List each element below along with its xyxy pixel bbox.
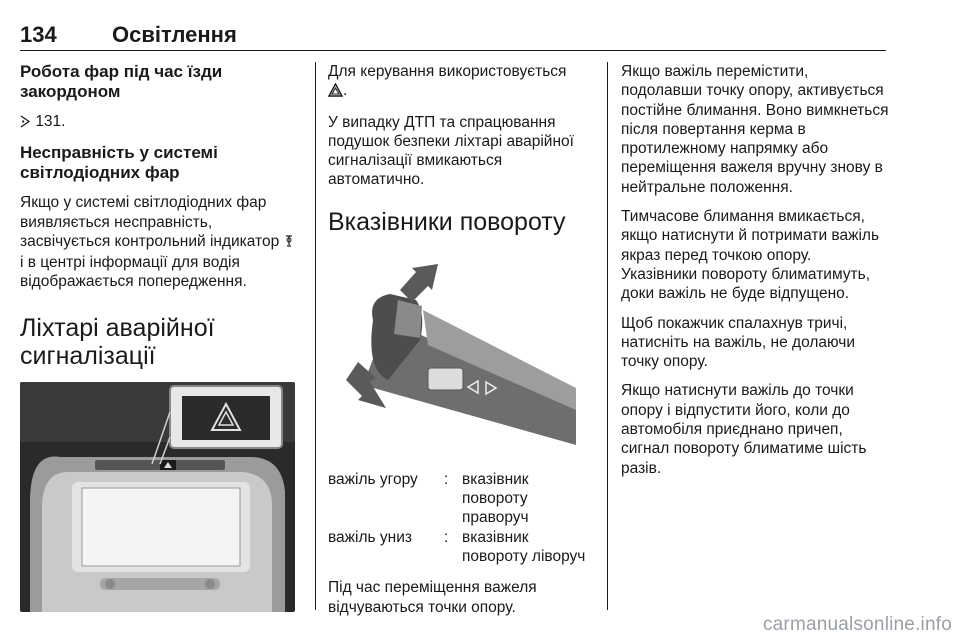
column-right — [621, 62, 889, 488]
paragraph-led-fault: Якщо у системі світлодіодних фар виявляється несправність, засвічується контрольний індикатор і в центрі інформації для водія відображається попередження. — [20, 193, 298, 291]
column-divider — [315, 62, 316, 610]
paragraph-trailer-flash: Якщо натиснути важіль до точки опору і відпустити його, коли до автомобіля приєднано причеп, сигнал повороту блиматиме шість разів. — [621, 382, 867, 477]
section-title: Освітлення — [112, 22, 237, 47]
paragraph-temporary-flash: Тимчасове блимання вмикається, якщо натиснути й потримати важіль якраз перед точкою опору. Указівники повороту блиматимуть, доки важіль не буде відпущено. — [621, 208, 880, 303]
column-divider — [607, 62, 608, 610]
column-left — [20, 62, 298, 612]
heading-driving-abroad: Робота фар під час їзди закордоном — [20, 62, 223, 101]
headlight-warning-icon — [284, 234, 294, 253]
header-rule — [20, 50, 886, 51]
hazard-triangle-icon — [328, 83, 343, 102]
page-number: 134 — [20, 22, 57, 47]
heading-led-fault: Несправність у системі світлодіодних фар — [20, 143, 218, 183]
term: важіль угору — [328, 470, 418, 488]
description: вказівник повороту ліворуч — [462, 528, 586, 565]
paragraph-permanent-flash: Якщо важіль перемістити, подолавши точку опору, активується постійне блимання. Воно вимкнеться після повертання керма в протилежному напрямку або переміщення важеля вручну знову в нейтральне положення. — [621, 63, 889, 196]
separator: : — [444, 528, 449, 546]
paragraph-hazard-control: Для керування використовується . — [328, 62, 598, 103]
table-row — [328, 528, 598, 567]
hazard-switch-illustration — [20, 382, 295, 612]
heading-hazard-lights: Ліхтарі аварійної сигналізації — [20, 313, 215, 370]
turn-signal-lever-illustration — [328, 250, 590, 460]
reference-page: 131. — [35, 113, 66, 130]
separator: : — [444, 470, 449, 488]
cross-reference[interactable] — [20, 112, 298, 133]
column-middle — [328, 62, 598, 627]
term: важіль униз — [328, 528, 412, 546]
page-reference-icon — [20, 114, 31, 133]
description: вказівник повороту праворуч — [462, 470, 529, 527]
paragraph-detent: Під час переміщення важеля відчуваються точки опору. — [328, 579, 537, 616]
paragraph-three-flash: Щоб покажчик спалахнув тричі, натисніть на важіль, не долаючи точку опору. — [621, 314, 856, 371]
page-header — [0, 0, 960, 52]
watermark: carmanualsonline.info — [762, 614, 952, 635]
lever-positions-table — [328, 470, 598, 566]
table-row — [328, 470, 598, 528]
paragraph-airbag: У випадку ДТП та спрацювання подушок безпеки ліхтарі аварійної сигналізації вмикаються автоматично. — [328, 113, 574, 189]
heading-turn-signals: Вказівники повороту — [328, 207, 566, 236]
